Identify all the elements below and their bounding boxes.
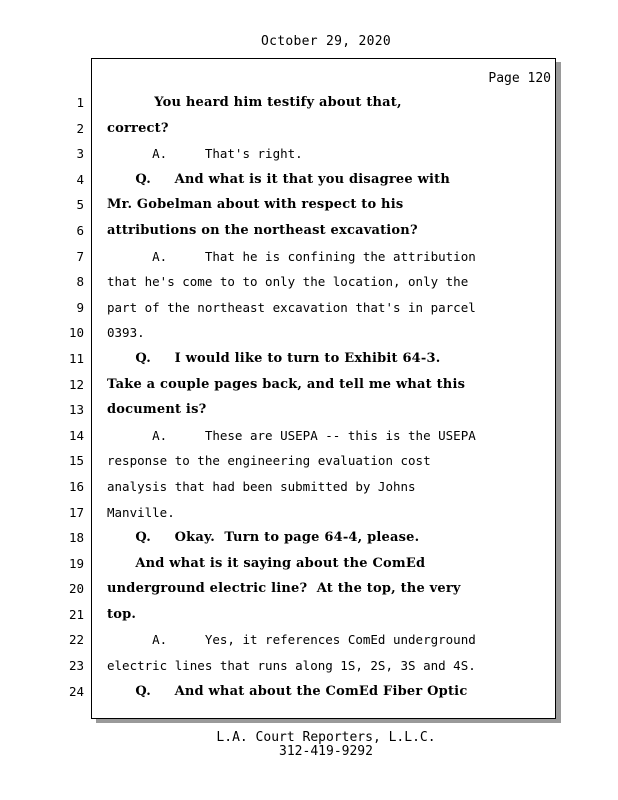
- line-text: that he's come to to only the location, only the: [107, 274, 469, 290]
- header-date: October 29, 2020: [260, 34, 392, 49]
- line-number: 20: [68, 581, 84, 597]
- footer-phone: 312-419-9292: [279, 744, 373, 759]
- transcript-line: [0, 295, 618, 321]
- line-number: 9: [76, 299, 84, 315]
- line-text: Q. And what is it that you disagree with: [107, 171, 450, 187]
- line-text: Q. And what about the ComEd Fiber Optic: [107, 683, 468, 699]
- line-text: Take a couple pages back, and tell me what this: [107, 376, 466, 392]
- line-number: 17: [68, 504, 84, 520]
- transcript-line: [0, 576, 618, 602]
- line-text: Manville.: [107, 504, 175, 520]
- transcript-line: [0, 141, 618, 167]
- line-text: 0393.: [107, 325, 145, 341]
- footer-company: L.A. Court Reporters, L.L.C.: [216, 730, 436, 745]
- line-number: 22: [68, 632, 84, 648]
- line-number: 2: [76, 120, 84, 136]
- line-text: Mr. Gobelman about with respect to his: [107, 197, 404, 213]
- transcript-line: [0, 218, 618, 244]
- line-text: A. That he is confining the attribution: [107, 248, 476, 264]
- line-number: 18: [68, 530, 84, 546]
- line-text: underground electric line? At the top, the very: [107, 581, 461, 597]
- line-text: A. Yes, it references ComEd underground: [107, 632, 476, 648]
- transcript-line: [0, 320, 618, 346]
- transcript-line: [0, 397, 618, 423]
- transcript-line: [0, 653, 618, 679]
- line-text: response to the engineering evaluation cost: [107, 453, 431, 469]
- transcript-line: [0, 627, 618, 653]
- transcript-line: [0, 346, 618, 372]
- transcript-line: [0, 192, 618, 218]
- line-number: 3: [76, 146, 84, 162]
- line-text: A. These are USEPA -- this is the USEPA: [107, 427, 476, 443]
- line-text: correct?: [107, 120, 169, 136]
- line-number: 24: [68, 683, 84, 699]
- line-text: top.: [107, 606, 137, 622]
- transcript-line: [0, 500, 618, 526]
- transcript-line: [0, 116, 618, 142]
- line-text: attributions on the northeast excavation?: [107, 222, 418, 238]
- footer: [0, 731, 618, 759]
- transcript-lines: [0, 90, 618, 704]
- line-number: 13: [68, 402, 84, 418]
- transcript-line: [0, 372, 618, 398]
- line-text: And what is it saying about the ComEd: [107, 555, 426, 571]
- transcript-line: [0, 474, 618, 500]
- line-number: 15: [68, 453, 84, 469]
- line-text: Q. Okay. Turn to page 64-4, please.: [107, 530, 420, 546]
- line-text: electric lines that runs along 1S, 2S, 3S and 4S.: [107, 658, 476, 674]
- line-number: 14: [68, 427, 84, 443]
- line-text: Q. I would like to turn to Exhibit 64-3.: [107, 350, 441, 366]
- transcript-line: [0, 679, 618, 705]
- transcript-line: [0, 269, 618, 295]
- transcript-line: [0, 423, 618, 449]
- line-number: 8: [76, 274, 84, 290]
- line-number: 6: [76, 222, 84, 238]
- line-text: analysis that had been submitted by Johns: [107, 478, 416, 494]
- line-text: You heard him testify about that,: [107, 95, 402, 110]
- line-text: document is?: [107, 402, 207, 418]
- line-number: 12: [68, 376, 84, 392]
- page-number: Page 120: [488, 71, 551, 86]
- transcript-line: [0, 90, 618, 116]
- line-text: A. That's right.: [107, 146, 303, 162]
- transcript-line: [0, 448, 618, 474]
- line-number: 21: [68, 606, 84, 622]
- line-number: 5: [76, 197, 84, 213]
- transcript-line: [0, 551, 618, 577]
- line-number: 23: [68, 658, 84, 674]
- line-number: 19: [68, 555, 84, 571]
- transcript-line: [0, 167, 618, 193]
- line-number: 7: [76, 248, 84, 264]
- line-number: 16: [68, 478, 84, 494]
- line-text: part of the northeast excavation that's in parcel: [107, 299, 476, 315]
- transcript-line: [0, 525, 618, 551]
- line-number: 1: [76, 95, 84, 110]
- transcript-line: [0, 602, 618, 628]
- line-number: 4: [76, 171, 84, 187]
- transcript-line: [0, 244, 618, 270]
- line-number: 10: [68, 325, 84, 341]
- line-number: 11: [68, 350, 84, 366]
